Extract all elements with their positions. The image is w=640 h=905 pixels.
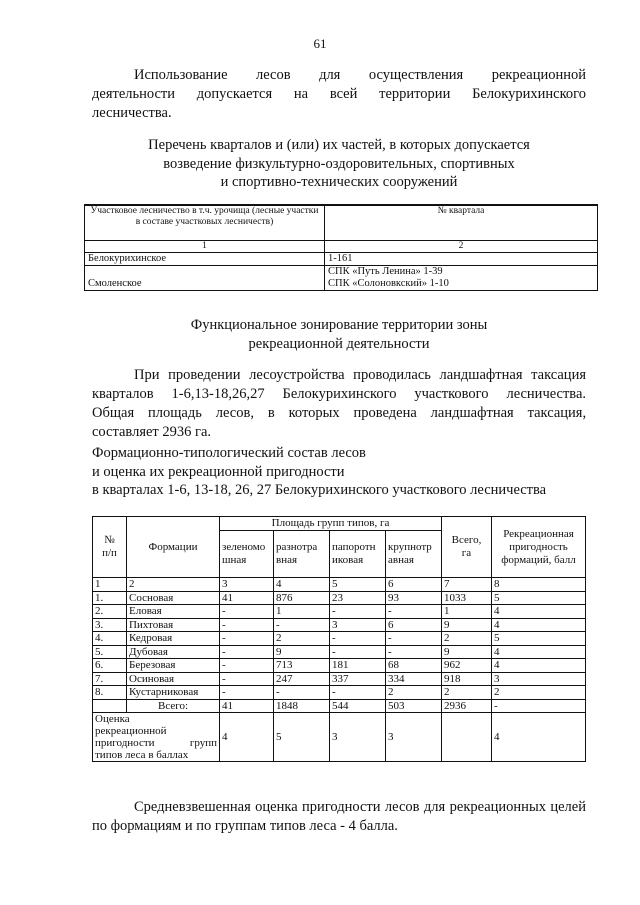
table-cell: 3 bbox=[330, 618, 386, 632]
list-title: Перечень кварталов и (или) их частей, в которых допускается возведение физкультурно-оздоровительных, спортивных и спортивно-технических сооружений bbox=[148, 137, 530, 190]
column-numbers-row: 1 2 3 4 5 6 7 8 bbox=[93, 578, 586, 592]
intro-line-1: Использование лесов для осуществления рекреационной bbox=[134, 67, 587, 83]
survey-line-4: составляет 2936 га. bbox=[92, 424, 212, 440]
table-cell: 247 bbox=[274, 672, 330, 686]
survey-line-1: При проведении лесоустройства проводилась ландшафтная таксация bbox=[134, 367, 586, 383]
table-cell: 2 bbox=[274, 632, 330, 646]
table-cell: 93 bbox=[386, 591, 442, 605]
table-cell: 3 bbox=[492, 672, 586, 686]
table-cell: Осиновая bbox=[127, 672, 220, 686]
table-row bbox=[93, 632, 586, 646]
table-row bbox=[93, 672, 586, 686]
table-cell: 2 bbox=[492, 686, 586, 700]
table-row: Смоленское СПК «Путь Ленина» 1-39 СПК «Солоновкский» 1-10 bbox=[85, 266, 598, 291]
table-cell: 9 bbox=[442, 645, 492, 659]
table-cell: - bbox=[274, 686, 330, 700]
table-row bbox=[93, 605, 586, 619]
table-cell: 1 bbox=[274, 605, 330, 619]
table-cell: 181 bbox=[330, 659, 386, 673]
table-cell: - bbox=[330, 645, 386, 659]
table-cell: - bbox=[386, 645, 442, 659]
intro-line-2: деятельности допускается на всей территории Белокурихинского bbox=[92, 86, 587, 102]
survey-line-3: Общая площадь лесов, в которых проведена ландшафтная таксация, bbox=[92, 405, 587, 421]
header-number: № п/п bbox=[93, 517, 127, 578]
table-cell: 9 bbox=[442, 618, 492, 632]
quarters-table-colnums: 1 2 bbox=[85, 241, 598, 253]
table-cell: - bbox=[220, 632, 274, 646]
table-cell: 6 bbox=[386, 618, 442, 632]
table-row bbox=[93, 618, 586, 632]
table-cell: 2 bbox=[442, 632, 492, 646]
table-cell: 23 bbox=[330, 591, 386, 605]
table-cell: - bbox=[220, 686, 274, 700]
table-cell: 918 bbox=[442, 672, 492, 686]
table-cell: 2 bbox=[386, 686, 442, 700]
table-cell: Березовая bbox=[127, 659, 220, 673]
table-row: Белокурихинское 1-161 bbox=[85, 253, 598, 266]
table-cell: Кустарниковая bbox=[127, 686, 220, 700]
table-cell: 5. bbox=[93, 645, 127, 659]
quarters-table bbox=[84, 204, 598, 291]
table-cell: 5 bbox=[492, 591, 586, 605]
table-cell: 334 bbox=[386, 672, 442, 686]
table-cell: 337 bbox=[330, 672, 386, 686]
table-cell: 7. bbox=[93, 672, 127, 686]
table-cell: 2 bbox=[442, 686, 492, 700]
header-tall-grass: крупнотр авная bbox=[386, 531, 442, 578]
table-cell: 1. bbox=[93, 591, 127, 605]
table-row bbox=[93, 591, 586, 605]
conclusion: Средневзвешенная оценка пригодности лесов для рекреационных целей по формациям и по группам типов леса - 4 балла. bbox=[92, 799, 586, 834]
table-cell: - bbox=[330, 632, 386, 646]
formations-table bbox=[92, 516, 586, 762]
composition-title: Формационно-типологический состав лесов и оценка их рекреационной пригодности в кварталах 1-6, 13-18, 26, 27 Белокурихинского участкового лесничества bbox=[92, 445, 547, 498]
formations-table-body bbox=[93, 591, 586, 699]
table-cell: - bbox=[220, 672, 274, 686]
header-forestry: Участковое лесничество в т.ч. урочища (лесные участки в составе участковых лесничеств) bbox=[85, 205, 325, 241]
table-cell: 4 bbox=[492, 605, 586, 619]
table-cell: 4. bbox=[93, 632, 127, 646]
header-recreation-score: Рекреационная пригодность формаций, балл bbox=[492, 517, 586, 578]
table-cell: 41 bbox=[220, 591, 274, 605]
table-cell: Дубовая bbox=[127, 645, 220, 659]
table-cell: Пихтовая bbox=[127, 618, 220, 632]
header-formation: Формации bbox=[127, 517, 220, 578]
table-cell: 2. bbox=[93, 605, 127, 619]
table-cell: - bbox=[386, 632, 442, 646]
table-cell: - bbox=[274, 618, 330, 632]
header-quarter-number: № квартала bbox=[325, 205, 598, 241]
table-cell: 5 bbox=[492, 632, 586, 646]
table-cell: 713 bbox=[274, 659, 330, 673]
table-cell: - bbox=[220, 618, 274, 632]
page-number: 61 bbox=[313, 36, 327, 51]
header-green-moss: зеленомо шная bbox=[220, 531, 274, 578]
table-cell: 9 bbox=[274, 645, 330, 659]
table-cell: - bbox=[220, 659, 274, 673]
table-cell: 6. bbox=[93, 659, 127, 673]
table-cell: Кедровая bbox=[127, 632, 220, 646]
header-area-group: Площадь групп типов, га bbox=[220, 517, 442, 531]
table-cell: - bbox=[220, 645, 274, 659]
quarters-table-header bbox=[85, 205, 598, 241]
table-cell: 68 bbox=[386, 659, 442, 673]
table-cell: 876 bbox=[274, 591, 330, 605]
table-cell: 962 bbox=[442, 659, 492, 673]
table-cell: 3. bbox=[93, 618, 127, 632]
table-cell: - bbox=[220, 605, 274, 619]
table-row bbox=[93, 659, 586, 673]
zoning-title: Функциональное зонирование территории зоны рекреационной деятельности bbox=[190, 317, 488, 352]
table-cell: 8. bbox=[93, 686, 127, 700]
table-cell: 4 bbox=[492, 618, 586, 632]
table-row bbox=[93, 645, 586, 659]
table-cell: Еловая bbox=[127, 605, 220, 619]
table-cell: 1 bbox=[442, 605, 492, 619]
header-fern: папоротн иковая bbox=[330, 531, 386, 578]
formations-header-row-1 bbox=[93, 517, 586, 531]
table-cell: 4 bbox=[492, 659, 586, 673]
table-row bbox=[93, 686, 586, 700]
table-cell: - bbox=[330, 605, 386, 619]
score-label: Оценка рекреационной пригодности групп типов леса в баллах bbox=[93, 713, 220, 762]
score-row: Оценка рекреационной пригодности групп типов леса в баллах 4 5 3 3 4 bbox=[93, 713, 586, 762]
header-total: Всего, га bbox=[442, 517, 492, 578]
total-row: Всего: 41 1848 544 503 2936 - bbox=[93, 699, 586, 713]
survey-line-2: кварталов 1-6,13-18,26,27 Белокурихинского участкового лесничества. bbox=[92, 386, 587, 402]
table-cell: - bbox=[386, 605, 442, 619]
table-cell: 4 bbox=[492, 645, 586, 659]
table-cell: Сосновая bbox=[127, 591, 220, 605]
intro-line-3: лесничества. bbox=[92, 105, 172, 121]
table-cell: 1033 bbox=[442, 591, 492, 605]
header-mixed-herb: разнотра вная bbox=[274, 531, 330, 578]
table-cell: - bbox=[330, 686, 386, 700]
